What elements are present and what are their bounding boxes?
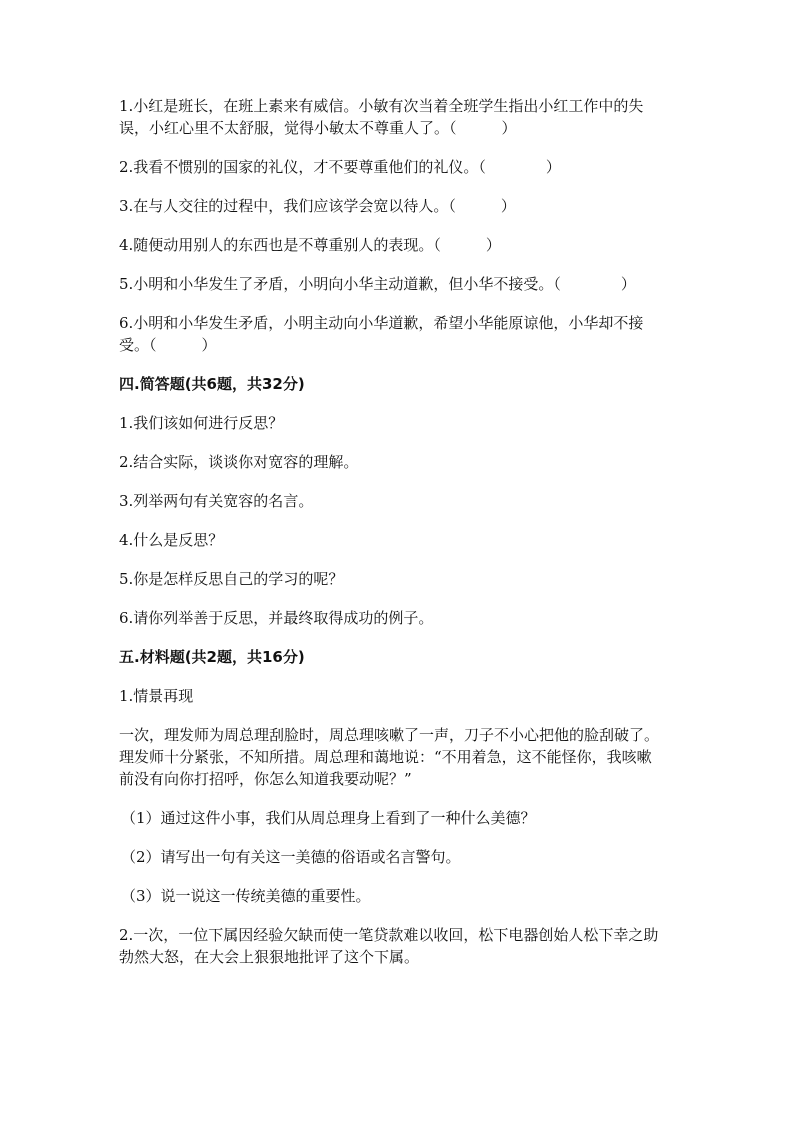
short-answer-item-1: 1.我们该如何进行反思？	[119, 414, 284, 432]
judgment-item-3: 3.在与人交往的过程中，我们应该学会宽以待人。（ ）	[119, 197, 516, 215]
short-answer-item-2: 2.结合实际，谈谈你对宽容的理解。	[119, 453, 359, 471]
judgment-item-2: 2.我看不惯别的国家的礼仪，才不要尊重他们的礼仪。（ ）	[119, 158, 561, 176]
section-heading-material: 五.材料题(共2题，共16分)	[119, 648, 305, 666]
short-answer-item-3: 3.列举两句有关宽容的名言。	[119, 492, 314, 510]
section-heading-short-answer: 四.简答题(共6题，共32分)	[119, 375, 305, 393]
material-q1-sub-1: （1）通过这件小事，我们从周总理身上看到了一种什么美德？	[121, 809, 536, 827]
short-answer-item-5: 5.你是怎样反思自己的学习的呢？	[119, 570, 344, 588]
judgment-item-5: 5.小明和小华发生了矛盾，小明向小华主动道歉，但小华不接受。（ ）	[119, 275, 636, 293]
material-q1-title: 1.情景再现	[119, 687, 194, 705]
material-q2-passage: 2.一次，一位下属因经验欠缺而使一笔贷款难以收回，松下电器创始人松下幸之助勃然大怒，在大会上狠狠地批评了这个下属。	[119, 926, 659, 966]
judgment-item-1: 1.小红是班长，在班上素来有威信。小敏有次当着全班学生指出小红工作中的失误，小红心里不太舒服，觉得小敏太不尊重人了。（ ）	[119, 97, 644, 137]
short-answer-item-4: 4.什么是反思？	[119, 531, 224, 549]
material-q1-sub-3: （3）说一说这一传统美德的重要性。	[121, 887, 371, 905]
material-q1-passage: 一次，理发师为周总理刮脸时，周总理咳嗽了一声，刀子不小心把他的脸刮破了。理发师十分紧张，不知所措。周总理和蔼地说：“不用着急，这不能怪你，我咳嗽前没有向你打招呼，你怎么知道我要动呢？”	[119, 726, 660, 788]
material-q1-sub-2: （2）请写出一句有关这一美德的俗语或名言警句。	[121, 848, 461, 866]
judgment-item-4: 4.随便动用别人的东西也是不尊重别人的表现。（ ）	[119, 236, 501, 254]
short-answer-item-6: 6.请你列举善于反思，并最终取得成功的例子。	[119, 609, 434, 627]
judgment-item-6: 6.小明和小华发生矛盾，小明主动向小华道歉，希望小华能原谅他，小华却不接受。（ ）	[119, 314, 644, 354]
